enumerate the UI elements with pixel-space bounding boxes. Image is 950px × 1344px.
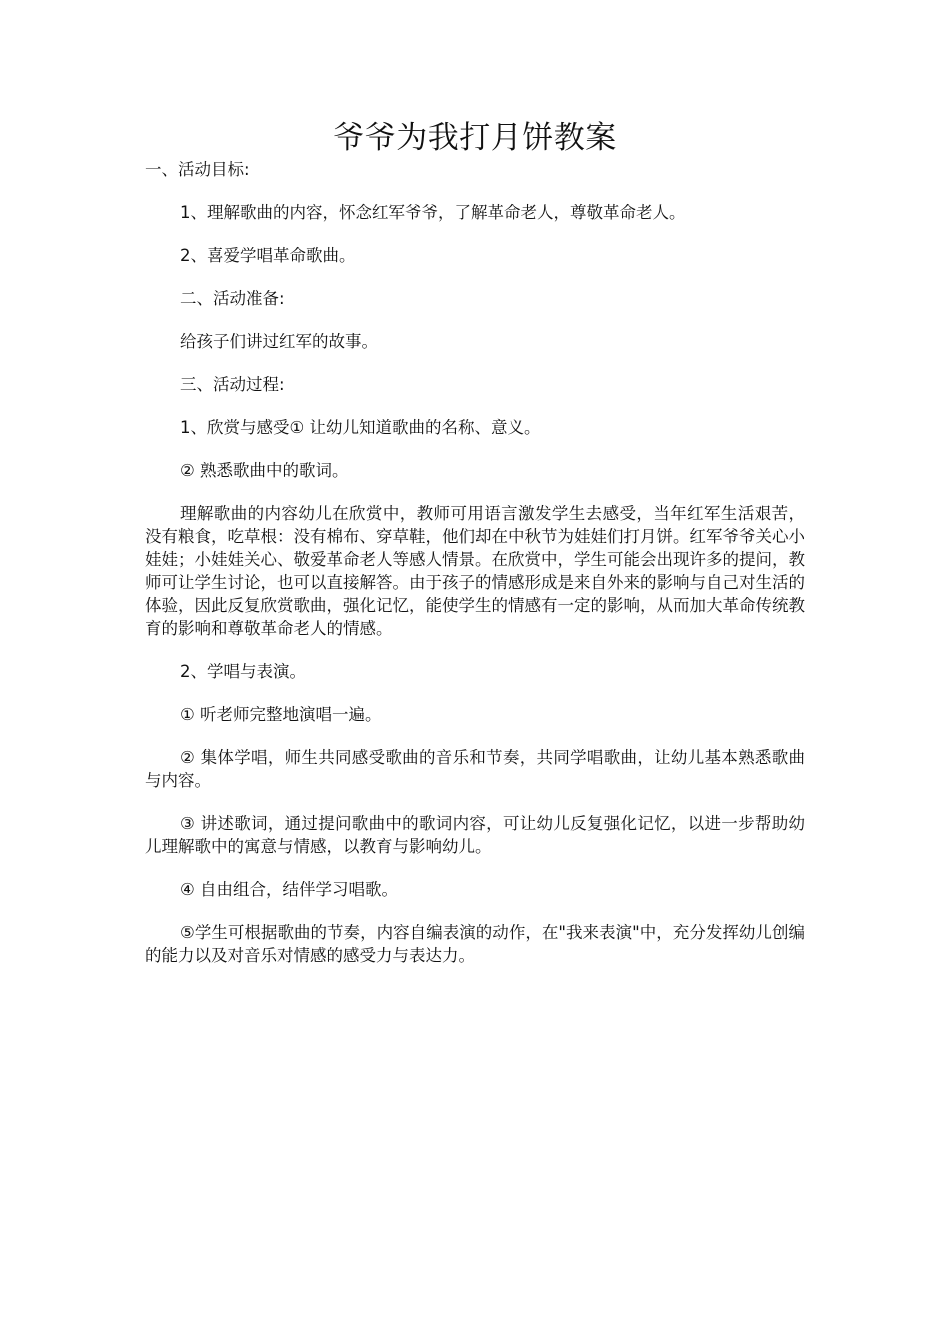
section-heading-process: 三、活动过程:: [180, 375, 285, 394]
paragraph-step-3: ③ 讲述歌词，通过提问歌曲中的歌词内容，可让幼儿反复强化记忆，以进一步帮助幼儿理解歌中的寓意与情感，以教育与影响幼儿。: [145, 814, 805, 856]
paragraph-process-2: 2、学唱与表演。: [180, 662, 306, 681]
paragraph-step-5: ⑤学生可根据歌曲的节奏，内容自编表演的动作，在"我来表演"中，充分发挥幼儿创编的能力以及对音乐对情感的感受力与表达力。: [145, 923, 805, 965]
paragraph-understanding: 理解歌曲的内容幼儿在欣赏中，教师可用语言激发学生去感受，当年红军生活艰苦，没有粮食，吃草根：没有棉布、穿草鞋，他们却在中秋节为娃娃们打月饼。红军爷爷关心小娃娃；小娃娃关心、敬爱革命老人等感人情景。在欣赏中，学生可能会出现许多的提问，教师可让学生讨论，也可以直接解答。由于孩子的情感形成是来自外来的影响与自己对生活的体验，因此反复欣赏歌曲，强化记忆，能使学生的情感有一定的影响，从而加大革命传统教育的影响和尊敬革命老人的情感。: [145, 504, 805, 638]
document-body: [145, 201, 805, 987]
section-heading-preparation: 二、活动准备:: [180, 289, 285, 308]
paragraph-goal-1: 1、理解歌曲的内容，怀念红军爷爷，了解革命老人，尊敬革命老人。: [180, 203, 686, 222]
paragraph-process-1: 1、欣赏与感受① 让幼儿知道歌曲的名称、意义。: [180, 418, 541, 437]
paragraph-goal-2: 2、喜爱学唱革命歌曲。: [180, 246, 356, 265]
document-title: 爷爷为我打月饼教案: [333, 120, 617, 156]
section-heading-goals: 一、活动目标:: [145, 160, 250, 179]
paragraph-step-4: ④ 自由组合，结伴学习唱歌。: [180, 880, 399, 899]
paragraph-process-1b: ② 熟悉歌曲中的歌词。: [180, 461, 349, 480]
paragraph-preparation: 给孩子们讲过红军的故事。: [180, 332, 378, 351]
paragraph-step-1: ① 听老师完整地演唱一遍。: [180, 705, 382, 724]
paragraph-step-2: ② 集体学唱，师生共同感受歌曲的音乐和节奏，共同学唱歌曲，让幼儿基本熟悉歌曲与内容。: [145, 748, 805, 790]
